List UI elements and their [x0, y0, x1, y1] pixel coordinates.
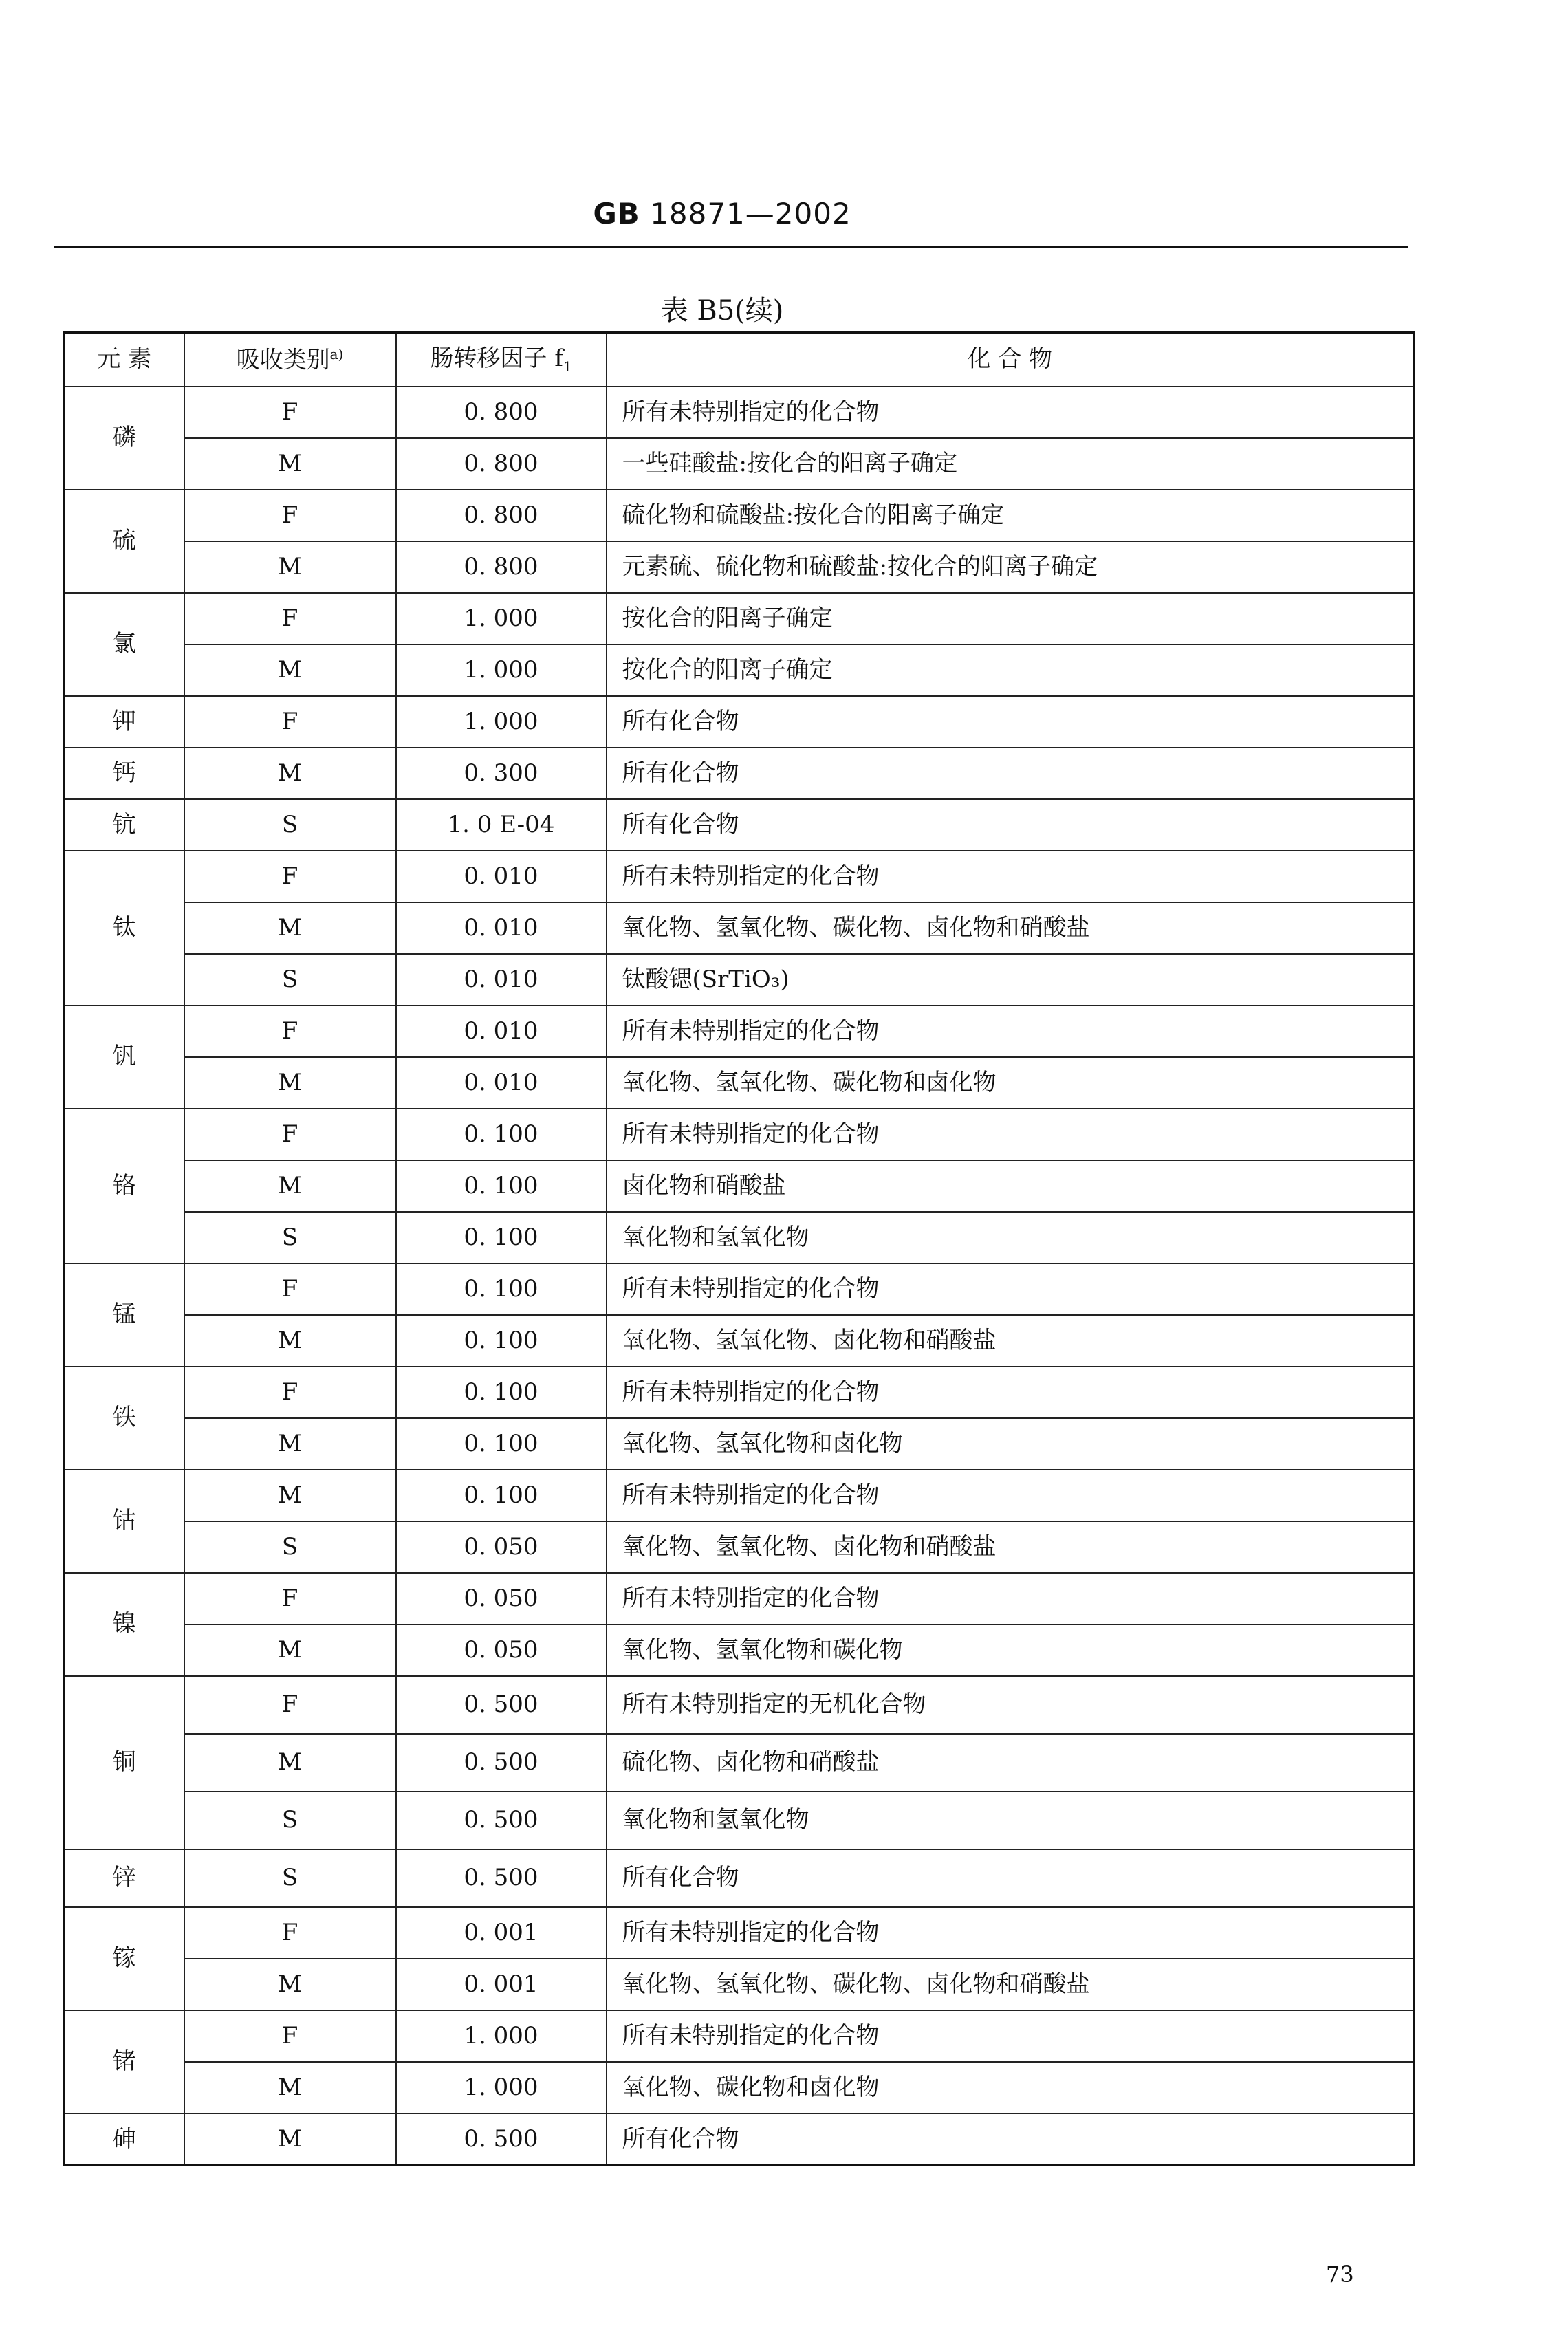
- table-row: [65, 1849, 1414, 1907]
- factor-cell: 0. 100: [396, 1418, 607, 1470]
- absorption-cell: M: [184, 1624, 396, 1676]
- absorption-cell: M: [184, 438, 396, 490]
- element-cell: 砷: [65, 2113, 184, 2165]
- factor-cell: 0. 050: [396, 1624, 607, 1676]
- element-cell: 铁: [65, 1367, 184, 1470]
- factor-cell: 0. 100: [396, 1109, 607, 1160]
- compound-cell: 硫化物和硫酸盐:按化合的阳离子确定: [607, 490, 1414, 541]
- factor-cell: 0. 100: [396, 1160, 607, 1212]
- compound-cell: 氧化物、氢氧化物、碳化物和卤化物: [607, 1057, 1414, 1109]
- table-row: [65, 902, 1414, 954]
- factor-cell: 0. 500: [396, 1676, 607, 1734]
- absorption-cell: M: [184, 2113, 396, 2165]
- table-row: [65, 1418, 1414, 1470]
- table-row: [65, 1573, 1414, 1624]
- table-row: [65, 1160, 1414, 1212]
- absorption-cell: F: [184, 490, 396, 541]
- table-row: [65, 799, 1414, 851]
- absorption-cell: M: [184, 1057, 396, 1109]
- factor-cell: 0. 800: [396, 438, 607, 490]
- factor-cell: 1. 000: [396, 593, 607, 644]
- factor-cell: 1. 000: [396, 696, 607, 748]
- table-row: [65, 541, 1414, 593]
- compound-cell: 所有未特别指定的无机化合物: [607, 1676, 1414, 1734]
- absorption-cell: M: [184, 748, 396, 799]
- absorption-cell: F: [184, 593, 396, 644]
- absorption-cell: S: [184, 799, 396, 851]
- element-cell: 锰: [65, 1263, 184, 1367]
- factor-cell: 0. 010: [396, 902, 607, 954]
- absorption-cell: F: [184, 1367, 396, 1418]
- table-row: [65, 851, 1414, 902]
- table-row: [65, 1109, 1414, 1160]
- column-header-element: 元 素: [65, 333, 184, 387]
- table-row: [65, 1521, 1414, 1573]
- table-header-row: [65, 333, 1414, 387]
- compound-cell: 所有化合物: [607, 1849, 1414, 1907]
- table-row: [65, 1624, 1414, 1676]
- table-row: [65, 1212, 1414, 1263]
- table-row: [65, 2062, 1414, 2113]
- absorption-cell: M: [184, 902, 396, 954]
- factor-cell: 1. 000: [396, 2062, 607, 2113]
- compound-cell: 元素硫、硫化物和硫酸盐:按化合的阳离子确定: [607, 541, 1414, 593]
- compound-cell: 氧化物、氢氧化物和碳化物: [607, 1624, 1414, 1676]
- table-row: [65, 2010, 1414, 2062]
- factor-cell: 0. 050: [396, 1573, 607, 1624]
- table-row: [65, 696, 1414, 748]
- absorption-cell: M: [184, 1418, 396, 1470]
- absorption-cell: M: [184, 541, 396, 593]
- element-cell: 铬: [65, 1109, 184, 1263]
- table-body: [65, 387, 1414, 2165]
- compound-cell: 氧化物和氢氧化物: [607, 1212, 1414, 1263]
- element-cell: 硫: [65, 490, 184, 593]
- factor-cell: 0. 001: [396, 1959, 607, 2010]
- table-row: [65, 1676, 1414, 1734]
- compound-cell: 钛酸锶(SrTiO₃): [607, 954, 1414, 1005]
- absorption-cell: M: [184, 1160, 396, 1212]
- element-cell: 钙: [65, 748, 184, 799]
- table-row: [65, 1367, 1414, 1418]
- compound-cell: 一些硅酸盐:按化合的阳离子确定: [607, 438, 1414, 490]
- absorption-cell: S: [184, 1849, 396, 1907]
- table-row: [65, 490, 1414, 541]
- absorption-cell: F: [184, 1676, 396, 1734]
- compound-cell: 按化合的阳离子确定: [607, 593, 1414, 644]
- factor-cell: 0. 500: [396, 2113, 607, 2165]
- compound-cell: 按化合的阳离子确定: [607, 644, 1414, 696]
- factor-cell: 0. 100: [396, 1263, 607, 1315]
- table-row: [65, 438, 1414, 490]
- table-row: [65, 1959, 1414, 2010]
- element-cell: 镓: [65, 1907, 184, 2010]
- factor-cell: 0. 100: [396, 1367, 607, 1418]
- factor-cell: 0. 010: [396, 1005, 607, 1057]
- element-cell: 锗: [65, 2010, 184, 2113]
- element-cell: 氯: [65, 593, 184, 696]
- factor-cell: 0. 800: [396, 490, 607, 541]
- compound-cell: 所有未特别指定的化合物: [607, 1367, 1414, 1418]
- absorption-cell: F: [184, 1109, 396, 1160]
- factor-cell: 0. 050: [396, 1521, 607, 1573]
- absorption-cell: F: [184, 696, 396, 748]
- compound-cell: 所有化合物: [607, 748, 1414, 799]
- data-table: [63, 331, 1415, 2166]
- compound-cell: 所有未特别指定的化合物: [607, 1263, 1414, 1315]
- compound-cell: 氧化物、氢氧化物、卤化物和硝酸盐: [607, 1521, 1414, 1573]
- table-row: [65, 1907, 1414, 1959]
- compound-cell: 卤化物和硝酸盐: [607, 1160, 1414, 1212]
- factor-cell: 0. 100: [396, 1212, 607, 1263]
- compound-cell: 所有未特别指定的化合物: [607, 1573, 1414, 1624]
- standard-number: 18871—2002: [650, 197, 851, 230]
- absorption-cell: S: [184, 1521, 396, 1573]
- column-header-absorption: 吸收类别$^{a)}$: [184, 333, 396, 387]
- compound-cell: 氧化物、氢氧化物和卤化物: [607, 1418, 1414, 1470]
- table-row: [65, 1315, 1414, 1367]
- absorption-cell: F: [184, 2010, 396, 2062]
- absorption-cell: M: [184, 644, 396, 696]
- absorption-cell: F: [184, 1005, 396, 1057]
- table-row: [65, 2113, 1414, 2165]
- element-cell: 锌: [65, 1849, 184, 1907]
- compound-cell: 所有未特别指定的化合物: [607, 1005, 1414, 1057]
- compound-cell: 所有未特别指定的化合物: [607, 851, 1414, 902]
- factor-cell: 0. 100: [396, 1315, 607, 1367]
- element-cell: 钴: [65, 1470, 184, 1573]
- absorption-cell: F: [184, 387, 396, 438]
- absorption-cell: M: [184, 1959, 396, 2010]
- compound-cell: 所有化合物: [607, 2113, 1414, 2165]
- element-cell: 镍: [65, 1573, 184, 1676]
- element-cell: 钪: [65, 799, 184, 851]
- compound-cell: 氧化物、氢氧化物、卤化物和硝酸盐: [607, 1315, 1414, 1367]
- compound-cell: 所有化合物: [607, 696, 1414, 748]
- compound-cell: 硫化物、卤化物和硝酸盐: [607, 1734, 1414, 1792]
- factor-cell: 0. 100: [396, 1470, 607, 1521]
- element-cell: 钾: [65, 696, 184, 748]
- column-header-compound: 化 合 物: [607, 333, 1414, 387]
- table-row: [65, 1057, 1414, 1109]
- factor-cell: 0. 500: [396, 1792, 607, 1849]
- table-row: [65, 1734, 1414, 1792]
- absorption-cell: M: [184, 1734, 396, 1792]
- table-row: [65, 748, 1414, 799]
- table-row: [65, 1792, 1414, 1849]
- column-header-factor: 肠转移因子 $f_1$: [396, 333, 607, 387]
- table-row: [65, 387, 1414, 438]
- table-row: [65, 954, 1414, 1005]
- table-row: [65, 1470, 1414, 1521]
- factor-cell: 0. 500: [396, 1849, 607, 1907]
- factor-cell: 1. 000: [396, 644, 607, 696]
- factor-cell: 0. 800: [396, 387, 607, 438]
- element-cell: 钛: [65, 851, 184, 1005]
- standard-code: GB: [593, 197, 640, 230]
- element-cell: 铜: [65, 1676, 184, 1849]
- compound-cell: 氧化物、氢氧化物、碳化物、卤化物和硝酸盐: [607, 1959, 1414, 2010]
- absorption-cell: F: [184, 1263, 396, 1315]
- absorption-cell: F: [184, 851, 396, 902]
- compound-cell: 所有未特别指定的化合物: [607, 1109, 1414, 1160]
- compound-cell: 氧化物、碳化物和卤化物: [607, 2062, 1414, 2113]
- table-caption: 表 B5(续): [660, 295, 784, 327]
- compound-cell: 所有未特别指定的化合物: [607, 2010, 1414, 2062]
- factor-cell: 0. 010: [396, 1057, 607, 1109]
- absorption-cell: S: [184, 954, 396, 1005]
- factor-cell: 1. 000: [396, 2010, 607, 2062]
- element-cell: 磷: [65, 387, 184, 490]
- element-cell: 钒: [65, 1005, 184, 1109]
- table-row: [65, 1005, 1414, 1057]
- absorption-cell: M: [184, 2062, 396, 2113]
- factor-cell: 0. 010: [396, 851, 607, 902]
- factor-cell: 0. 500: [396, 1734, 607, 1792]
- table-row: [65, 644, 1414, 696]
- factor-cell: 0. 800: [396, 541, 607, 593]
- absorption-cell: S: [184, 1792, 396, 1849]
- absorption-cell: F: [184, 1907, 396, 1959]
- factor-cell: 1. 0 E-04: [396, 799, 607, 851]
- absorption-cell: M: [184, 1315, 396, 1367]
- table-row: [65, 1263, 1414, 1315]
- table-row: [65, 593, 1414, 644]
- factor-cell: 0. 300: [396, 748, 607, 799]
- document-header: [0, 197, 1444, 230]
- header-rule: [54, 246, 1408, 248]
- factor-cell: 0. 001: [396, 1907, 607, 1959]
- factor-cell: 0. 010: [396, 954, 607, 1005]
- compound-cell: 所有未特别指定的化合物: [607, 387, 1414, 438]
- compound-cell: 所有未特别指定的化合物: [607, 1470, 1414, 1521]
- compound-cell: 氧化物、氢氧化物、碳化物、卤化物和硝酸盐: [607, 902, 1414, 954]
- absorption-cell: S: [184, 1212, 396, 1263]
- compound-cell: 氧化物和氢氧化物: [607, 1792, 1414, 1849]
- compound-cell: 所有未特别指定的化合物: [607, 1907, 1414, 1959]
- absorption-cell: M: [184, 1470, 396, 1521]
- absorption-cell: F: [184, 1573, 396, 1624]
- page-number: 73: [1326, 2261, 1354, 2287]
- compound-cell: 所有化合物: [607, 799, 1414, 851]
